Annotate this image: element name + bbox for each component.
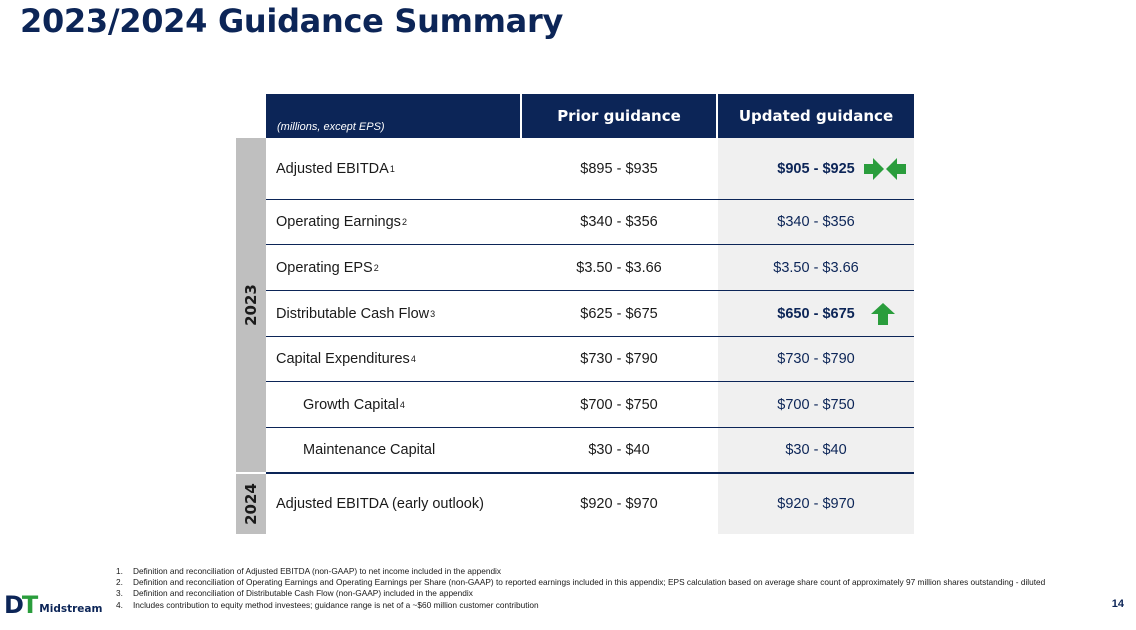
row-label: Operating EPS 2 <box>276 259 379 276</box>
row-label: Capital Expenditures 4 <box>276 351 416 367</box>
header-updated-guidance: Updated guidance <box>718 94 914 138</box>
footnote: 1. Definition and reconciliation of Adjusted EBITDA (non-GAAP) to net income included in the appendix <box>116 566 502 576</box>
prior-value: $340 - $356 <box>580 214 658 230</box>
table-row <box>266 291 914 336</box>
year-bar-2023 <box>236 138 266 472</box>
year-label-2023: 2023 <box>242 284 260 326</box>
page-number: 14 <box>1111 598 1124 610</box>
row-label: Adjusted EBITDA 1 <box>276 160 395 177</box>
prior-value: $30 - $40 <box>588 442 650 458</box>
prior-value: $625 - $675 <box>580 305 658 322</box>
row-label: Adjusted EBITDA (early outlook) <box>276 496 484 512</box>
prior-value: $3.50 - $3.66 <box>576 259 662 276</box>
year-label-2024: 2024 <box>242 483 260 525</box>
row-label: Growth Capital 4 <box>303 396 405 413</box>
row-label: Maintenance Capital <box>303 442 436 458</box>
year-bar-2024 <box>236 474 266 534</box>
updated-value: $700 - $750 <box>777 396 855 413</box>
footnote: 3. Definition and reconciliation of Distributable Cash Flow (non-GAAP) included in the appendix <box>116 588 473 599</box>
header-prior-guidance: Prior guidance <box>522 94 716 138</box>
prior-value: $730 - $790 <box>580 351 658 367</box>
table-row <box>266 138 914 199</box>
updated-value: $905 - $925 <box>777 160 855 177</box>
up-arrow-icon <box>871 303 895 325</box>
footnotes <box>116 566 1106 611</box>
dt-midstream-logo <box>4 591 103 619</box>
row-label: Distributable Cash Flow 3 <box>276 305 436 322</box>
updated-value: $30 - $40 <box>785 442 847 458</box>
table-row <box>266 382 914 427</box>
footnote: 4. Includes contribution to equity method investees; guidance range is net of a ~$60 million customer contribution <box>116 599 539 610</box>
prior-value: $895 - $935 <box>580 160 658 177</box>
table-row <box>266 428 914 472</box>
updated-value: $920 - $970 <box>777 496 855 512</box>
table-row <box>266 200 914 244</box>
updated-value: $340 - $356 <box>777 214 855 230</box>
row-label: Operating Earnings 2 <box>276 214 407 230</box>
table-row <box>266 337 914 381</box>
narrowed-arrows-icon <box>864 158 906 180</box>
unit-label: (millions, except EPS) <box>277 121 385 133</box>
header-unit-cell <box>266 94 520 138</box>
table-row <box>266 474 914 534</box>
footnote: 2. Definition and reconciliation of Operating Earnings and Operating Earnings per Share (non-GAAP) to reported earnings included in this appendix; EPS calculation based on average share count of approximately 97 million shares outstanding - diluted <box>116 577 1046 588</box>
table-row <box>266 245 914 290</box>
prior-value: $700 - $750 <box>580 396 658 413</box>
logo-mark: DT <box>4 591 37 619</box>
logo-text: Midstream <box>39 603 103 615</box>
prior-value: $920 - $970 <box>580 496 658 512</box>
updated-value: $730 - $790 <box>777 351 855 367</box>
page-title: 2023/2024 Guidance Summary <box>20 2 564 40</box>
updated-value: $3.50 - $3.66 <box>773 259 859 276</box>
updated-value: $650 - $675 <box>777 305 855 322</box>
